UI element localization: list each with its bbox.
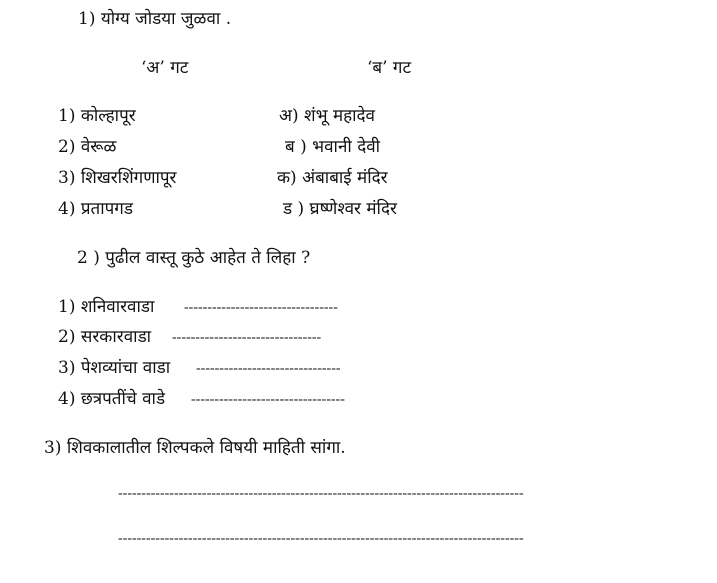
q2-item-label: 3) पेशव्यांचा वाडा — [58, 358, 171, 378]
match-left-item: 2) वेरूळ — [58, 137, 117, 157]
q3-title: 3) शिवकालातील शिल्पकले विषयी माहिती सांगा. — [44, 438, 346, 458]
match-left-item: 3) शिखरशिंगणापूर — [58, 168, 177, 188]
answer-blank: --------------------------------- — [191, 392, 345, 407]
q1-title: 1) योग्य जोडया जुळवा . — [78, 9, 232, 29]
answer-line: --------------------------------------------------------------------------------------- — [118, 531, 524, 546]
q2-item-label: 1) शनिवारवाडा — [58, 297, 155, 317]
match-left-item: 4) प्रतापगड — [58, 199, 133, 219]
answer-blank: -------------------------------- — [172, 330, 322, 345]
match-right-item: क) अंबाबाई मंदिर — [277, 168, 388, 188]
answer-blank: ------------------------------- — [196, 361, 341, 376]
q2-item-label: 4) छत्रपतींचे वाडे — [58, 389, 166, 409]
group-a-header: ‘अ’ गट — [141, 58, 189, 78]
group-b-header: ‘ब’ गट — [367, 58, 412, 78]
match-right-item: ड ) घ्रष्णेश्वर मंदिर — [283, 199, 397, 219]
match-right-item: अ) शंभू महादेव — [279, 106, 376, 126]
match-left-item: 1) कोल्हापूर — [58, 106, 136, 126]
q2-item-label: 2) सरकारवाडा — [58, 327, 152, 347]
answer-blank: --------------------------------- — [184, 300, 338, 315]
q2-title: 2 ) पुढील वास्तू कुठे आहेत ते लिहा ? — [77, 248, 311, 268]
match-right-item: ब ) भवानी देवी — [285, 137, 381, 157]
answer-line: --------------------------------------------------------------------------------------- — [118, 486, 524, 501]
